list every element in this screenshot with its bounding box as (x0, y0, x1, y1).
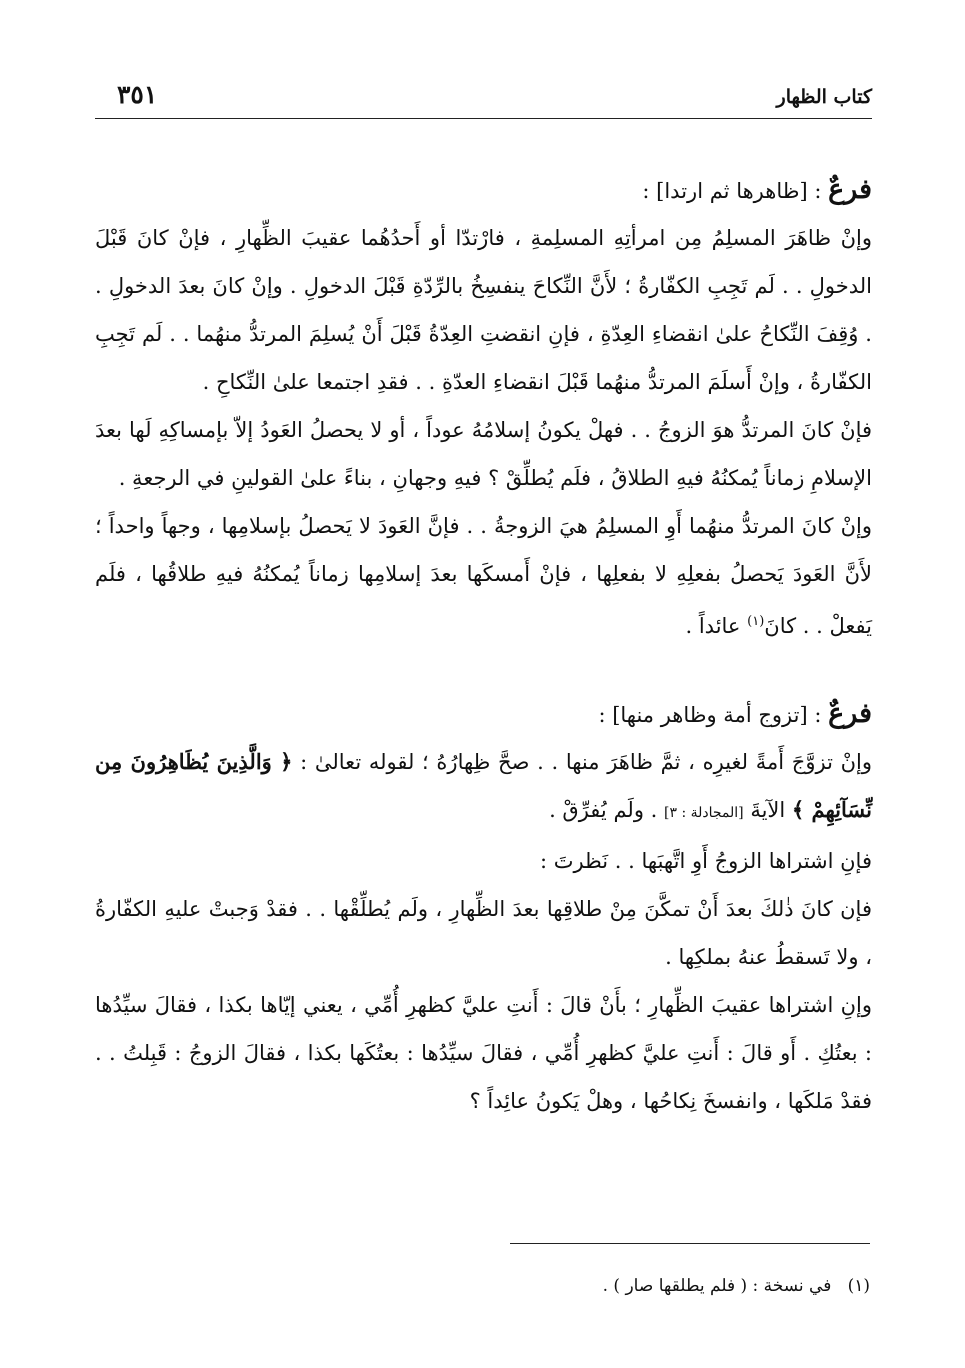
footnote-number: (١) (847, 1276, 870, 1296)
paragraph: فإنِ اشتراها الزوجُ أَوِ اتَّهبَها . . نَظرتَ : (539, 849, 872, 873)
heading-title: : [تزوج أمة وظاهر منها] : (598, 703, 829, 727)
paragraph-text: الآيةَ (743, 798, 792, 822)
section-heading-apostasy (95, 166, 872, 214)
footnote (603, 1276, 870, 1296)
footnote-text: في نسخة : ( فلم يطلقها صار ) . (602, 1276, 832, 1296)
quran-verse: ﴿ وَالَّذِينَ يُظَاهِرُونَ مِن نِّسَآئِهِمْ ﴾ (95, 749, 872, 822)
running-title: كتاب الظهار (776, 86, 872, 108)
footnote-reference[interactable]: (١) (747, 614, 765, 629)
heading-label: فرعٌ (828, 698, 872, 729)
paragraph-text-tail: عائداً . (685, 614, 748, 638)
section-heading-slave-wife (95, 690, 872, 738)
paragraph: وإنْ ظاهَرَ المسلِمُ مِن امرأتِهِ المسلِمةِ ، فارْتدّا أو أَحدُهُما عقيبَ الظِّهارِ ، فإنْ كانَ قَبْلَ الدخولِ . . لَم تَجِبِ الكفّارةُ ؛ لأَنَّ النِّكاحَ ينفسِخُ بالرِّدّةِ قَبْلَ الدخولِ . وإنْ كانَ بعدَ الدخولِ . . وُقِفَ النِّكاحُ علىٰ انقضاءِ العِدّةِ ، فإنِ انقضتِ العِدّةُ قَبْلَ أَنْ يُسلِمَ المرتدُّ منهُما . . لَم تَجِبِ الكفّارةُ ، وإنْ أَسلَمَ المرتدُّ منهُما قَبْلَ انقضاءِ العدّةِ . . فقدِ اجتمعا علىٰ النِّكاحِ . (95, 226, 872, 394)
paragraph: فإن كانَ ذٰلكَ بعدَ أَنْ تمكَّنَ مِنْ طلاقِها بعدَ الظِّهارِ ، ولَم يُطلِّقْها . . فقدْ وَجبتْ عليهِ الكفّارةُ ، ولا تَسقطُ عنهُ بملكِها . (95, 897, 872, 969)
page-header (95, 80, 872, 119)
paragraph-text: . ولَم يُفرِّقْ . (549, 798, 664, 822)
paragraph: فإنْ كانَ المرتدُّ هوَ الزوجُ . . فهلْ يكونُ إسلامُهُ عوداً ، أو لا يحصلُ العَودُ إلاّ بإمساكِهِ لَها بعدَ الإسلامِ زماناً يُمكنُهُ فيهِ الطلاقُ ، فلَم يُطلِّقْ ؟ فيهِ وجهانِ ، بناءً علىٰ القولينِ في الرجعةِ . (95, 418, 872, 490)
paragraph: وإنِ اشتراها عقيبَ الظِّهارِ ؛ بأَنْ قالَ : أَنتِ عليَّ كظهرِ أُمِّي ، يعني إيّاها بكذا ، فقالَ سيِّدُها : بعتُكِ . أَو قالَ : أَنتِ عليَّ كظهرِ أُمِّي ، فقالَ سيِّدُها : بعتُكَها بكذا ، فقالَ الزوجُ : قَبِلتُ . . فقدْ مَلكَها ، وانفسخَ نِكاحُها ، وهلْ يَكونُ عائِداً ؟ (95, 993, 872, 1113)
paragraph (95, 738, 872, 837)
footnote-divider (510, 1243, 870, 1244)
heading-label: فرعٌ (828, 174, 872, 205)
paragraph-text: وإنْ كانَ المرتدُّ منهُما أَوِ المسلِمُ هيَ الزوجةُ . . فإنَّ العَودَ لا يَحصلُ بإسلامِها ، وجهاً واحداً ؛ لأَنَّ العَودَ يَحصلُ بفعلِهِ لا بفعلِها ، فإنْ أَمسكَها بعدَ إسلامِها زماناً يُمكنُهُ فيهِ طلاقُها ، فلَم يَفعلْ . . كانَ (95, 514, 872, 638)
verse-reference: [المجادلة : ٣] (664, 805, 744, 821)
paragraph-text: وإنْ تزوَّجَ أَمةً لغيرِه ، ثمَّ ظاهَرَ منها . . صحَّ ظِهارُهُ ؛ لقوله تعالىٰ : (292, 750, 872, 774)
heading-title: : [ظاهرها ثم ارتدا] : (642, 179, 829, 203)
main-text (95, 166, 872, 1125)
page-number: ٣٥١ (117, 80, 158, 109)
paragraph (95, 502, 872, 650)
